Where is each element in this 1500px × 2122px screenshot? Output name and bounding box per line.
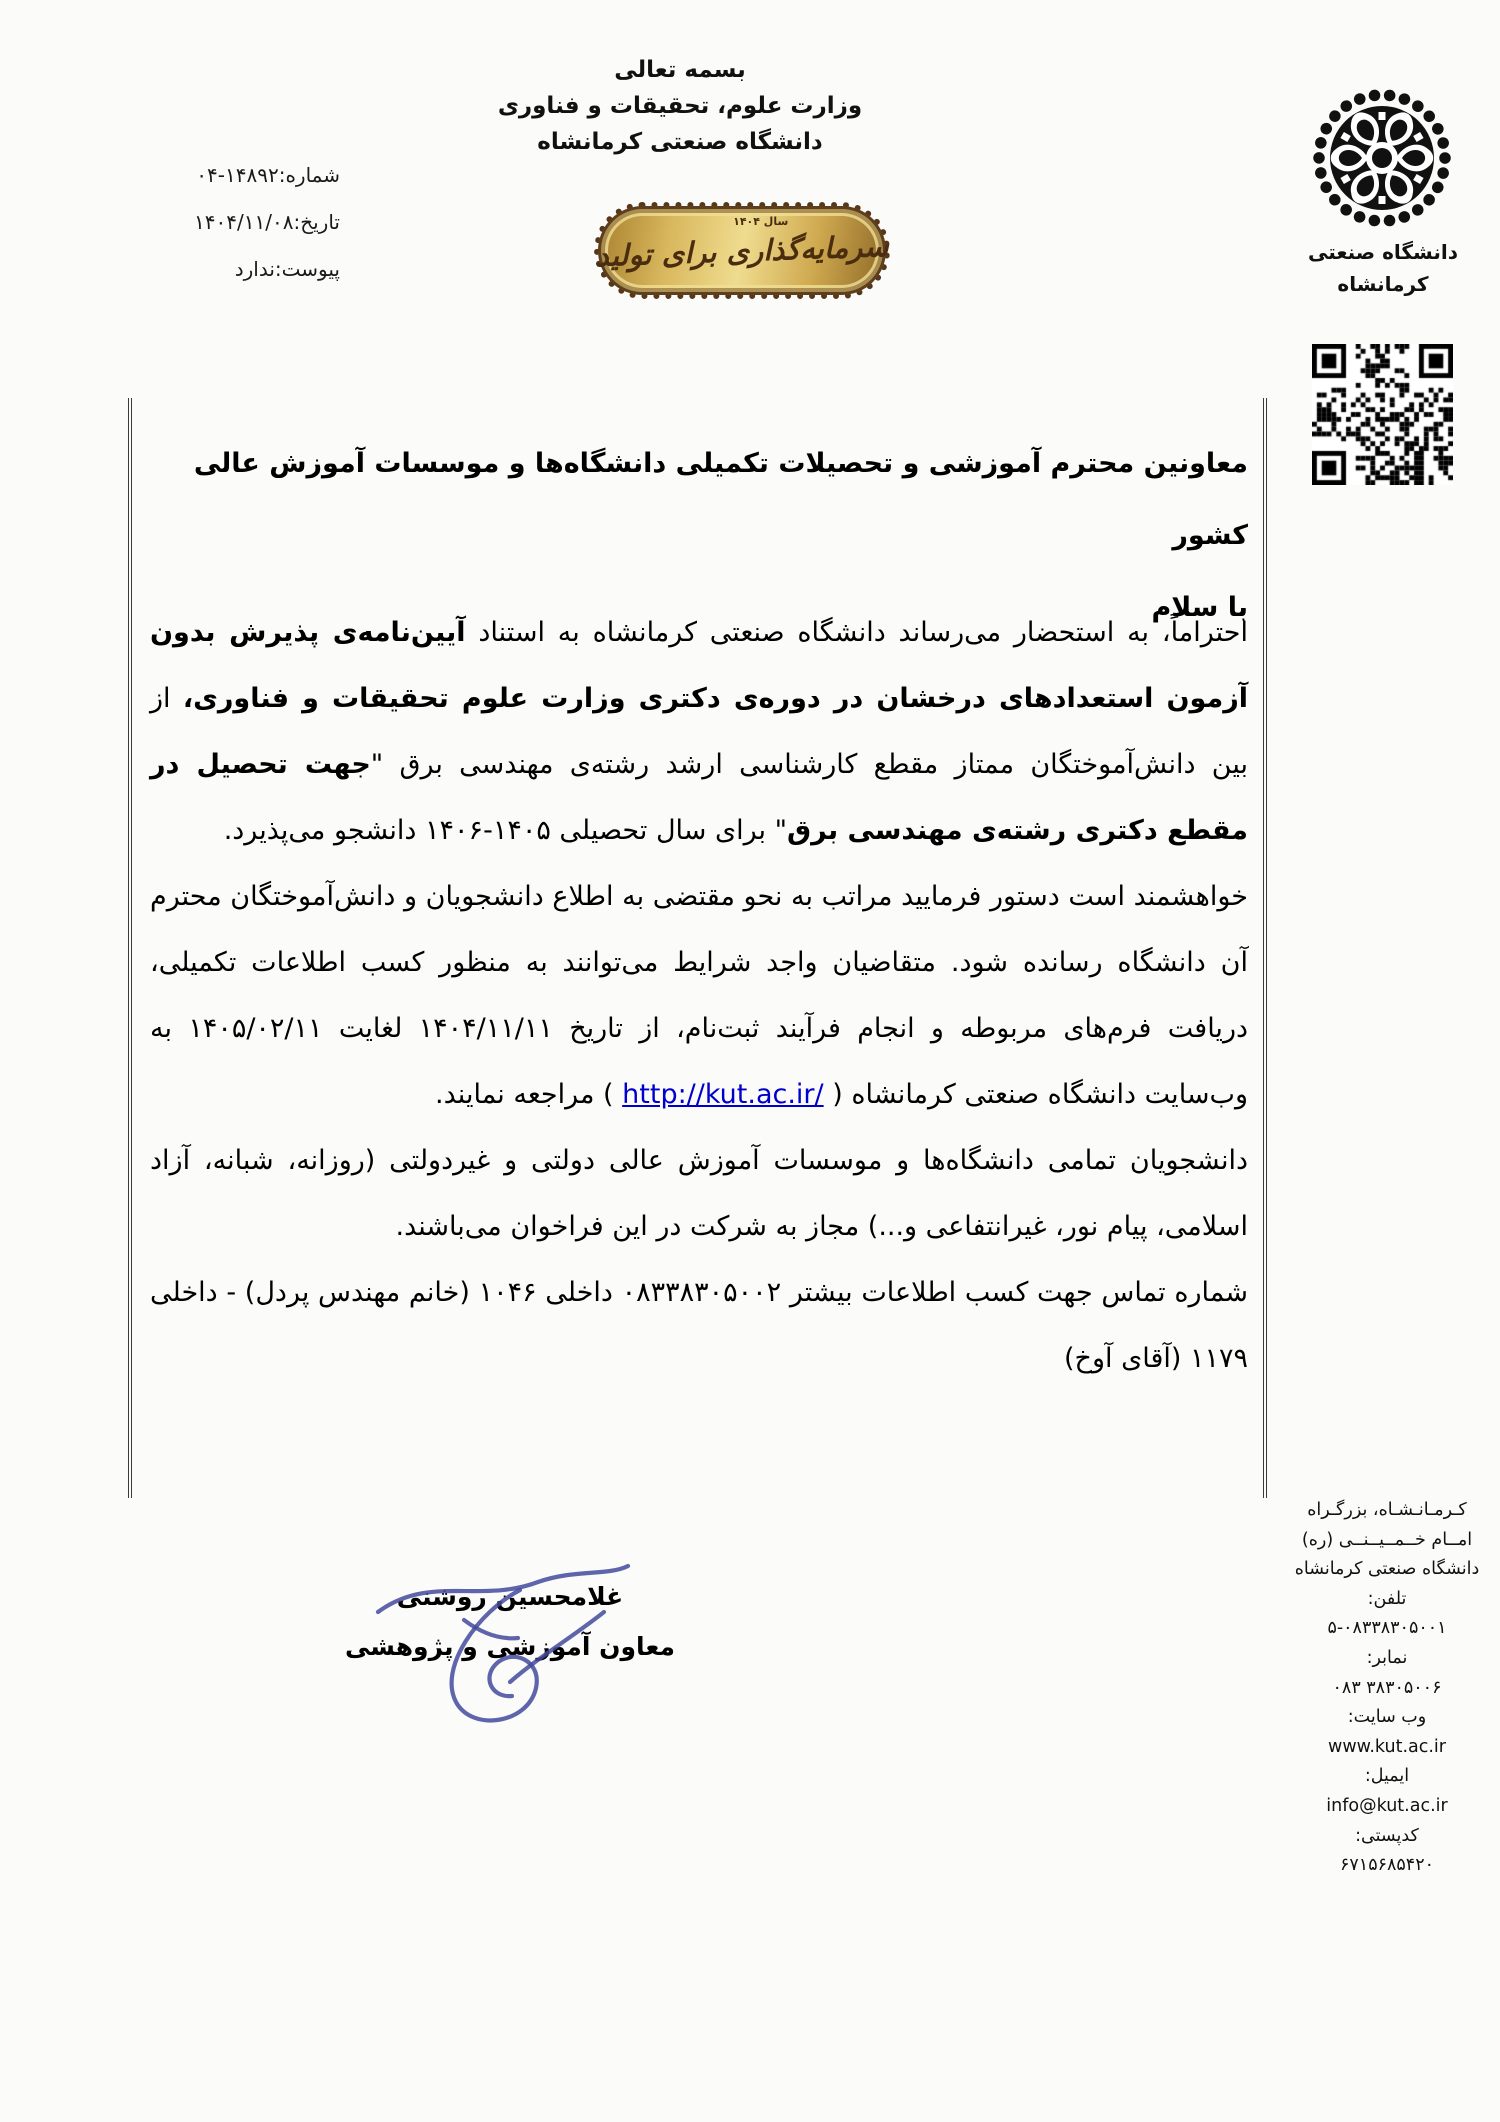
paragraph-2 bbox=[150, 864, 1248, 1128]
p1-text-e: " برای سال تحصیلی ۱۴۰۵-۱۴۰۶ دانشجو می‌پذیرد. bbox=[223, 815, 788, 846]
signatory-name: غلامحسین روشنی bbox=[396, 1582, 624, 1611]
address-line-3: دانشگاه صنعتی کرمانشاه bbox=[1294, 1559, 1480, 1580]
logo-caption bbox=[1288, 236, 1478, 300]
letter-frame-left bbox=[128, 398, 132, 1498]
paragraph-3: دانشجویان تمامی دانشگاه‌ها و موسسات آموزش عالی دولتی و غیردولتی (روزانه، شبانه، آزاد اسلامی، پیام نور، غیرانتفاعی و...) مجاز به شرکت در این فراخوان می‌باشند. bbox=[150, 1145, 1248, 1242]
address-line-2: امــام خــمــیــنــی (ره) bbox=[1301, 1529, 1473, 1550]
university-name: دانشگاه صنعتی کرمانشاه bbox=[537, 129, 823, 155]
contact-footer bbox=[1278, 1496, 1496, 1881]
stamp-year: سال ۱۴۰۴ bbox=[733, 215, 789, 228]
stamp-slogan: سرمایه‌گذاری برای تولید bbox=[595, 228, 889, 273]
logo-caption-line1: دانشگاه صنعتی bbox=[1307, 240, 1459, 264]
letter-attachment-line bbox=[105, 246, 340, 293]
signatory-title: معاون آموزشی و پژوهشی bbox=[344, 1632, 676, 1661]
fax-value: ۰۸۳ ۳۸۳۰۵۰۰۶ bbox=[1332, 1677, 1442, 1698]
phone-label: تلفن: bbox=[1367, 1588, 1407, 1609]
postal-code-value: ۶۷۱۵۶۸۵۴۲۰ bbox=[1340, 1855, 1434, 1876]
university-logo bbox=[1306, 82, 1458, 238]
p1-bold-regulation: آیین‌نامه‌ی پذیرش بدون آزمون استعدادهای درخشان در دوره‌ی دکتری وزارت علوم تحقیقات و فناوری، bbox=[150, 617, 1249, 714]
postal-code-label: کدپستی: bbox=[1355, 1825, 1419, 1846]
letter-frame-right bbox=[1263, 398, 1267, 1498]
website-link[interactable]: http://kut.ac.ir/ bbox=[622, 1079, 824, 1110]
paragraph-1 bbox=[150, 600, 1248, 864]
university-emblem-icon bbox=[1306, 82, 1458, 234]
date-value: ۱۴۰۴/۱۱/۰۸ bbox=[194, 210, 294, 234]
number-value: ۱۴۸۹۲-۰۴ bbox=[196, 163, 279, 187]
p1-bold-program: جهت تحصیل در مقطع دکتری رشته‌ی مهندسی برق bbox=[150, 749, 1248, 846]
ministry-name: وزارت علوم، تحقیقات و فناوری bbox=[497, 93, 863, 119]
p2-text-b: ) مراجعه نمایند. bbox=[435, 1079, 623, 1110]
signature-block bbox=[300, 1572, 720, 1672]
fax-label: نمابر: bbox=[1366, 1647, 1408, 1668]
paragraph-4: شماره تماس جهت کسب اطلاعات بیشتر ۰۸۳۳۸۳۰۵۰۰۲ داخلی ۱۰۴۶ (خانم مهندس پردل) - داخلی ۱۱۷۹ (آقای آوخ) bbox=[150, 1277, 1248, 1374]
addressee-line: معاونین محترم آموزشی و تحصیلات تکمیلی دانشگاه‌ها و موسسات آموزش عالی کشور bbox=[193, 448, 1248, 551]
website-value[interactable]: www.kut.ac.ir bbox=[1328, 1736, 1446, 1757]
letterhead bbox=[400, 52, 960, 160]
email-value[interactable]: info@kut.ac.ir bbox=[1326, 1795, 1448, 1816]
p1-text-c: از بین دانش‌آموختگان ممتاز مقطع کارشناسی ارشد رشته‌ی مهندسی برق " bbox=[150, 683, 1249, 780]
letter-body bbox=[150, 600, 1248, 1392]
website-label: وب سایت: bbox=[1347, 1707, 1427, 1728]
letter-number-line bbox=[105, 152, 340, 199]
salutation: با سلام bbox=[1151, 592, 1248, 623]
p2-text-a: خواهشمند است دستور فرمایید مراتب به نحو مقتضی به اطلاع دانشجویان و دانش‌آموختگان محترم آن دانشگاه رسانده شود. متقاضیان واجد شرایط می‌توانند به منظور کسب اطلاعات تکمیلی، دریافت فرم‌های مربوطه و انجام فرآیند ثبت‌نام، از تاریخ ۱۴۰۴/۱۱/۱۱ لغایت ۱۴۰۵/۰۲/۱۱ به وب‌سایت دانشگاه صنعتی کرمانشاه ( bbox=[150, 881, 1249, 1110]
phone-value: ۵-۰۸۳۳۸۳۰۵۰۰۱ bbox=[1327, 1618, 1447, 1639]
date-label: تاریخ: bbox=[293, 210, 340, 234]
besmele-text: بسمه تعالی bbox=[614, 57, 746, 83]
email-label: ایمیل: bbox=[1364, 1766, 1410, 1787]
address-line-1: کـرمـانـشـاه، بزرگـراه bbox=[1307, 1500, 1467, 1520]
attachment-value: ندارد bbox=[234, 257, 275, 281]
attachment-label: پیوست: bbox=[274, 257, 340, 281]
logo-caption-line2: کرمانشاه bbox=[1337, 272, 1429, 296]
qr-code bbox=[1312, 344, 1453, 485]
year-slogan-stamp bbox=[594, 202, 890, 299]
letter-meta bbox=[105, 152, 340, 293]
letter-date-line bbox=[105, 199, 340, 246]
number-label: شماره: bbox=[278, 163, 340, 187]
p1-text-a: احتراماً، به استحضار می‌رساند دانشگاه صنعتی کرمانشاه به استناد bbox=[465, 617, 1248, 648]
